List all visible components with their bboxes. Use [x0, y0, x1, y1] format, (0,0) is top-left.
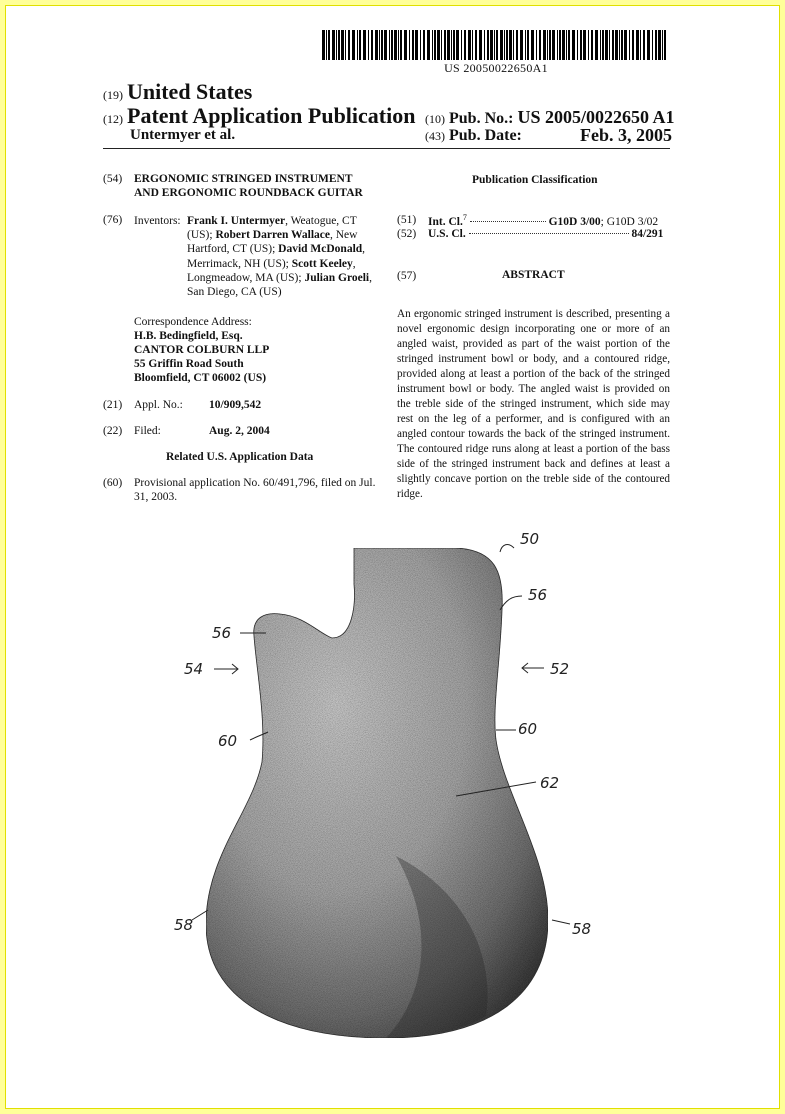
pub-no: US 2005/0022650 A1: [517, 107, 675, 127]
barcode-bar: [527, 30, 529, 60]
barcode-bar: [352, 30, 355, 60]
barcode-bar: [404, 30, 407, 60]
barcode-bar: [475, 30, 477, 60]
barcode-bar: [549, 30, 551, 60]
correspondence-line: CANTOR COLBURN LLP: [134, 344, 270, 356]
barcode-bar: [513, 30, 514, 60]
barcode-bar: [487, 30, 489, 60]
header-rule: [103, 148, 670, 149]
label-62: 62: [540, 774, 560, 792]
label-56-left: 56: [212, 624, 232, 642]
barcode-bar: [658, 30, 661, 60]
barcode-bar: [441, 30, 442, 60]
barcode-bar: [583, 30, 586, 60]
barcode: [322, 30, 670, 60]
guitar-drawing: [156, 526, 616, 1046]
country: United States: [127, 79, 253, 104]
barcode-bar: [566, 30, 567, 60]
pub-date-code: (43): [425, 129, 445, 143]
label-60-right: 60: [518, 720, 538, 738]
pub-type: Patent Application Publication: [127, 103, 416, 128]
barcode-bar: [543, 30, 546, 60]
barcode-bar: [547, 30, 548, 60]
barcode-bar: [588, 30, 589, 60]
barcode-bar: [381, 30, 383, 60]
patent-page: [5, 5, 780, 1109]
classification-heading: Publication Classification: [472, 174, 598, 186]
barcode-bar: [341, 30, 344, 60]
uscl-value: 84/291: [631, 228, 664, 240]
barcode-bar: [580, 30, 582, 60]
filed-code: (22): [103, 425, 123, 437]
correspondence-line: 55 Griffin Road South: [134, 358, 244, 370]
appl-no: 10/909,542: [209, 399, 262, 411]
filed-label: Filed:: [134, 425, 161, 437]
abstract-code: (57): [397, 270, 417, 282]
inventors-code: (76): [103, 214, 123, 226]
barcode-bar: [451, 30, 452, 60]
barcode-bar: [484, 30, 485, 60]
barcode-bar: [444, 30, 446, 60]
barcode-bar: [432, 30, 433, 60]
barcode-bar: [322, 30, 325, 60]
barcode-bar: [504, 30, 505, 60]
barcode-bar: [379, 30, 380, 60]
leader-dots: [470, 221, 546, 222]
barcode-bar: [600, 30, 601, 60]
barcode-bar: [531, 30, 534, 60]
leader-line: [500, 545, 514, 552]
barcode-bar: [655, 30, 657, 60]
pub-type-code: (12): [103, 112, 123, 126]
correspondence-label: Correspondence Address:: [134, 316, 252, 328]
label-50: 50: [520, 530, 540, 548]
barcode-bar: [615, 30, 618, 60]
intcl-sup: 7: [462, 213, 467, 222]
barcode-bar: [621, 30, 623, 60]
label-52: 52: [550, 660, 570, 678]
correspondence-line: H.B. Bedingfield, Esq.: [134, 330, 243, 342]
barcode-bar: [605, 30, 608, 60]
barcode-bar: [328, 30, 330, 60]
barcode-bar: [345, 30, 346, 60]
inventors-list: [187, 214, 379, 299]
pub-date-line: [425, 127, 522, 145]
provisional-code: (60): [103, 477, 123, 489]
barcode-bar: [359, 30, 361, 60]
barcode-bar: [456, 30, 459, 60]
barcode-bar: [520, 30, 523, 60]
barcode-bar: [624, 30, 627, 60]
leader-line: [214, 664, 238, 674]
label-58-right: 58: [572, 920, 592, 938]
barcode-bar: [506, 30, 508, 60]
barcode-bar: [572, 30, 575, 60]
barcode-bar: [557, 30, 558, 60]
authors: Untermyer et al.: [130, 127, 236, 143]
label-54: 54: [184, 660, 204, 678]
label-58-left: 58: [174, 916, 194, 934]
inventor-location: , Weatogue, CT (US);: [187, 215, 357, 242]
filed-date: Aug. 2, 2004: [209, 425, 270, 437]
barcode-bar: [562, 30, 565, 60]
barcode-bar: [338, 30, 340, 60]
title-line-1: ERGONOMIC STRINGED INSTRUMENT: [134, 173, 353, 185]
barcode-bar: [552, 30, 555, 60]
label-60-left: 60: [218, 732, 238, 750]
barcode-bar: [612, 30, 614, 60]
inventor-name: Scott Keeley: [291, 257, 353, 270]
inventor-name: David McDonald: [278, 243, 363, 256]
abstract-text: An ergonomic stringed instrument is described, presenting a novel ergonomic design incorporating one or more of an angled waist, provided as part of the waist portion of the stringed instrument bowl or body, and a contoured ridge, provided along at least a portion of the back of the stringed instrument bowl or body. The angled waist is provided on the treble side of the stringed instrument, which side may rest on the leg of a performer, and is configured with an angled contour towards the back of the stringed instrument. The contoured ridge runs along at least a portion of the bass side of the stringed instrument back and defines at least a slightly concave portion on the treble side of the contoured ridge.: [397, 308, 670, 500]
label-56-right: 56: [528, 586, 548, 604]
barcode-bar: [437, 30, 440, 60]
inventor-name: Julian Groeli: [304, 271, 370, 284]
intcl-value: G10D 3/00: [548, 215, 601, 228]
barcode-bar: [394, 30, 397, 60]
country-line: [103, 79, 252, 105]
barcode-bar: [516, 30, 518, 60]
leader-line: [522, 663, 544, 673]
barcode-bar: [640, 30, 641, 60]
title-code: (54): [103, 173, 123, 185]
uscl-code: (52): [397, 228, 417, 240]
guitar-body: [206, 548, 548, 1038]
barcode-bar: [453, 30, 455, 60]
barcode-bar: [384, 30, 387, 60]
barcode-bar: [652, 30, 653, 60]
barcode-bar: [602, 30, 604, 60]
inventor-location: , San Diego, CA (US): [187, 271, 372, 299]
leader-line: [552, 920, 570, 924]
barcode-bar: [348, 30, 350, 60]
barcode-bar: [420, 30, 421, 60]
inventor-name: Frank I. Untermyer: [187, 215, 286, 227]
barcode-bar: [525, 30, 526, 60]
barcode-bar: [415, 30, 418, 60]
pub-type-line: [103, 103, 415, 129]
intcl-value-2: ; G10D 3/02: [600, 215, 659, 228]
barcode-bar: [509, 30, 512, 60]
barcode-bar: [375, 30, 378, 60]
inventor-location: , Merrimack, NH (US);: [187, 243, 366, 270]
inventor-location: , Longmeadow, MA (US);: [187, 257, 356, 284]
barcode-bar: [468, 30, 471, 60]
inventor-location: , New Hartford, CT (US);: [187, 229, 358, 256]
pub-date-label: Pub. Date:: [449, 127, 522, 144]
pub-date: Feb. 3, 2005: [580, 125, 672, 145]
barcode-bar: [632, 30, 634, 60]
uscl-line: [428, 227, 663, 241]
provisional-text: Provisional application No. 60/491,796, filed on Jul. 31, 2003.: [134, 477, 376, 504]
country-code: (19): [103, 88, 123, 102]
barcode-bar: [423, 30, 425, 60]
barcode-bar: [559, 30, 561, 60]
intcl-label: Int. Cl.: [428, 215, 463, 228]
barcode-bar: [357, 30, 358, 60]
barcode-bar: [472, 30, 473, 60]
barcode-bar: [479, 30, 482, 60]
correspondence-line: Bloomfield, CT 06002 (US): [134, 372, 267, 384]
title-line-2: AND ERGONOMIC ROUNDBACK GUITAR: [134, 187, 363, 199]
barcode-bar: [332, 30, 335, 60]
barcode-bar: [629, 30, 630, 60]
barcode-bar: [447, 30, 450, 60]
barcode-bar: [662, 30, 663, 60]
appl-code: (21): [103, 399, 123, 411]
barcode-bar: [398, 30, 399, 60]
barcode-bar: [461, 30, 462, 60]
barcode-bar: [409, 30, 410, 60]
barcode-bar: [412, 30, 414, 60]
barcode-bar: [326, 30, 327, 60]
barcode-number: US 20050022650A1: [444, 61, 548, 75]
pub-no-label: Pub. No.:: [449, 110, 514, 127]
appl-label: Appl. No.:: [134, 399, 183, 411]
barcode-bar: [619, 30, 620, 60]
abstract-heading: ABSTRACT: [502, 269, 565, 281]
barcode-bar: [368, 30, 369, 60]
barcode-bar: [490, 30, 493, 60]
barcode-bar: [636, 30, 639, 60]
barcode-bar: [336, 30, 337, 60]
barcode-bar: [664, 30, 666, 60]
barcode-bar: [389, 30, 390, 60]
barcode-bar: [434, 30, 436, 60]
barcode-bar: [577, 30, 578, 60]
barcode-bar: [595, 30, 598, 60]
leader-line: [500, 596, 522, 610]
barcode-bar: [427, 30, 430, 60]
intcl-code: (51): [397, 214, 417, 226]
leader-dots: [469, 233, 629, 234]
inventors-label: Inventors:: [134, 215, 181, 227]
barcode-bar: [609, 30, 610, 60]
barcode-bar: [391, 30, 393, 60]
barcode-bar: [643, 30, 645, 60]
barcode-bar: [400, 30, 402, 60]
barcode-bar: [647, 30, 650, 60]
leader-line: [192, 910, 208, 920]
barcode-bar: [539, 30, 541, 60]
barcode-bar: [363, 30, 366, 60]
inventor-name: Robert Darren Wallace: [215, 229, 330, 242]
barcode-bar: [536, 30, 537, 60]
related-heading: Related U.S. Application Data: [166, 451, 314, 463]
barcode-bar: [591, 30, 593, 60]
pub-no-code: (10): [425, 112, 445, 126]
barcode-bar: [500, 30, 503, 60]
barcode-bar: [464, 30, 466, 60]
barcode-bar: [371, 30, 373, 60]
barcode-bar: [496, 30, 498, 60]
barcode-bar: [494, 30, 495, 60]
barcode-bar: [568, 30, 570, 60]
uscl-label: U.S. Cl.: [428, 228, 466, 240]
